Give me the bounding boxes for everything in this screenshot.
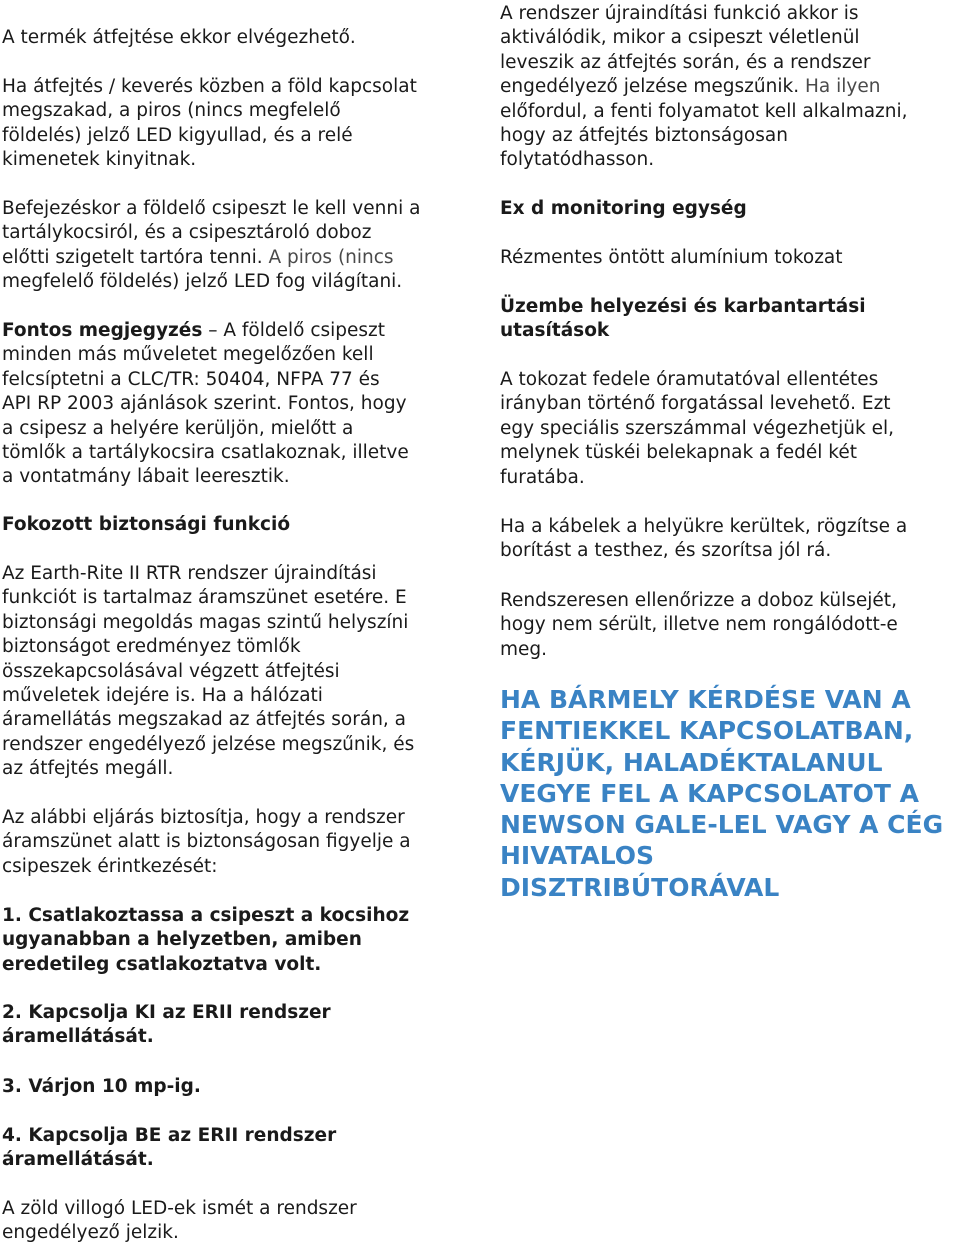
text-line: Az alábbi eljárás biztosítja, hogy a rendszer <box>2 807 405 828</box>
intro-paragraph <box>2 26 356 50</box>
contact-callout <box>500 684 943 903</box>
step-1 <box>2 904 409 977</box>
text-line: csipeszek érintkezését: <box>2 855 218 877</box>
led-paragraph <box>2 1197 357 1246</box>
text-line: A tokozat fedele óramutatóval ellentétes <box>500 369 879 390</box>
text-line: Rendszeresen ellenőrizze a doboz külsejét, <box>500 590 897 611</box>
text-line: tömlők a tartálykocsira csatlakoznak, illetve <box>2 442 409 464</box>
text-line: Üzembe helyezési és karbantartási <box>500 296 866 317</box>
text-line: biztonságot eredményez tömlők <box>2 636 301 658</box>
callout-line: HIVATALOS <box>500 841 655 871</box>
text-line: Ha a kábelek a helyükre kerültek, rögzítse a <box>500 516 908 537</box>
text-line: A zöld villogó LED-ek ismét a rendszer <box>2 1198 357 1219</box>
text-segment: A piros (nincs <box>268 246 394 268</box>
text-line: megszakad, a piros (nincs megfelelő <box>2 100 341 122</box>
text-line <box>2 319 409 343</box>
text-line: a vontatmány lábait leeresztik. <box>2 466 290 488</box>
text-line: meg. <box>500 638 548 660</box>
text-line <box>2 246 420 270</box>
text-line <box>500 75 908 99</box>
text-line: aktiválódik, mikor a csipeszt véletlenül <box>500 27 860 49</box>
text-line: áramellátás megszakad az átfejtés során, a <box>2 709 407 731</box>
text-line: a csipesz a helyére kerüljön, mielőtt a <box>2 417 354 439</box>
cables-paragraph <box>500 515 907 564</box>
text-line: áramellátását. <box>2 1149 154 1171</box>
text-line: az átfejtés megáll. <box>2 758 174 780</box>
lid-paragraph <box>500 368 894 490</box>
text-line: A termék átfejtése ekkor elvégezhető. <box>2 27 356 48</box>
text-line: Ha átfejtés / keverés közben a föld kapcsolat <box>2 76 417 97</box>
important-note-paragraph <box>2 319 409 490</box>
text-line: irányban történő forgatással levehető. Ezt <box>500 393 891 415</box>
callout-line: NEWSON GALE-LEL VAGY A CÉG <box>500 810 944 840</box>
text-line: tartálykocsiról, és a csipesztároló doboz <box>2 222 372 244</box>
restart-paragraph <box>500 2 908 173</box>
callout-line: VEGYE FEL A KAPCSOLATOT A <box>500 778 919 808</box>
text-segment: Ha ilyen <box>804 76 881 98</box>
text-line: 2. Kapcsolja KI az ERII rendszer <box>2 1002 331 1023</box>
housing-text: Rézmentes öntött alumínium tokozat <box>500 247 843 268</box>
text-line: funkciót is tartalmaz áramszünet esetére. E <box>2 587 407 609</box>
text-line: Az Earth-Rite II RTR rendszer újraindítási <box>2 563 377 584</box>
step-2 <box>2 1001 331 1050</box>
text-line: előfordul, a fenti folyamatot kell alkalmazni, <box>500 100 908 122</box>
text-segment: előtti szigetelt tartóra tenni. <box>2 246 263 268</box>
text-line: engedélyező jelzik. <box>2 1222 179 1244</box>
important-note-label: Fontos megjegyzés <box>2 320 203 341</box>
text-line: műveletek idejére is. Ha a hálózati <box>2 685 323 707</box>
maintenance-heading <box>500 295 866 344</box>
callout-line: HA BÁRMELY KÉRDÉSE VAN A <box>500 685 911 714</box>
text-line: ugyanabban a helyzetben, amiben <box>2 929 362 951</box>
text-line: megfelelő földelés) jelző LED fog világítani. <box>2 271 403 293</box>
completion-paragraph <box>2 197 420 295</box>
text-line: áramszünet alatt is biztonságosan figyelje a <box>2 831 411 853</box>
text-line: felcsíptetni a CLC/TR: 50404, NFPA 77 és <box>2 368 380 390</box>
text-line: összekapcsolásával végzett átfejtési <box>2 660 340 682</box>
callout-line: DISZTRIBÚTORÁVAL <box>500 872 780 902</box>
inspect-paragraph <box>500 589 898 662</box>
text-line: 4. Kapcsolja BE az ERII rendszer <box>2 1125 337 1146</box>
text-line: áramellátását. <box>2 1026 154 1048</box>
text-line: API RP 2003 ajánlások szerint. Fontos, hogy <box>2 393 407 415</box>
text-line: hogy az átfejtés biztonságosan <box>500 125 788 147</box>
callout-line: FENTIEKKEL KAPCSOLATBAN, <box>500 716 914 746</box>
text-line: földelés) jelző LED kigyullad, és a relé <box>2 124 353 146</box>
text-line: A rendszer újraindítási funkció akkor is <box>500 3 859 24</box>
text-line: furatába. <box>500 466 585 488</box>
text-line: kimenetek kinyitnak. <box>2 149 197 171</box>
exd-heading: Ex d monitoring egység <box>500 198 747 219</box>
text-segment: – A földelő csipeszt <box>202 320 386 341</box>
earth-loss-paragraph <box>2 75 417 173</box>
text-line: hogy nem sérült, illetve nem rongálódott-e <box>500 614 898 636</box>
safety-heading: Fokozott biztonsági funkció <box>2 514 291 535</box>
text-line: 1. Csatlakoztassa a csipeszt a kocsihoz <box>2 905 410 926</box>
text-line: borítást a testhez, és szorítsa jól rá. <box>500 540 832 562</box>
text-line: biztonsági megoldás magas szintű helyszíni <box>2 611 409 633</box>
text-line: melynek tüskéi belekapnak a fedél két <box>500 442 857 464</box>
safety-paragraph <box>2 562 414 782</box>
procedure-intro-paragraph <box>2 806 411 879</box>
text-line: folytatódhasson. <box>500 149 655 171</box>
text-line: egy speciális szerszámmal végezhetjük el, <box>500 417 894 439</box>
callout-line: KÉRJÜK, HALADÉKTALANUL <box>500 747 883 777</box>
text-line: Befejezéskor a földelő csipeszt le kell venni a <box>2 198 421 219</box>
text-line: leveszik az átfejtés során, és a rendszer <box>500 51 871 73</box>
text-line: eredetileg csatlakoztatva volt. <box>2 953 322 975</box>
text-line: minden más műveletet megelőzően kell <box>2 344 374 366</box>
step-4 <box>2 1124 336 1173</box>
text-line: utasítások <box>500 320 610 342</box>
text-line: 3. Várjon 10 mp-ig. <box>2 1076 201 1097</box>
step-3 <box>2 1075 201 1099</box>
text-line: rendszer engedélyező jelzése megszűnik, és <box>2 733 415 755</box>
text-segment: engedélyező jelzése megszűnik. <box>500 76 800 98</box>
